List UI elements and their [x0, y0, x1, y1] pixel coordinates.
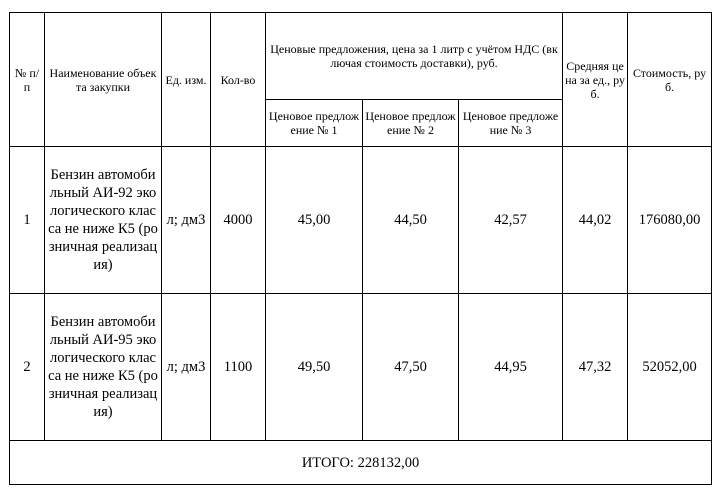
total-row	[10, 441, 712, 485]
row-offer-2: 44,50	[363, 147, 459, 294]
header-offers-group: Ценовые предложения, цена за 1 литр с учётом НДС (включая стоимость доставки), руб.	[266, 13, 563, 100]
row-name: Бензин автомобильный АИ-92 экологического класса не ниже К5 (розничная реализация)	[45, 147, 162, 294]
table-row	[10, 294, 712, 441]
row-qty: 4000	[211, 147, 266, 294]
row-unit: л; дм3	[162, 147, 211, 294]
row-qty: 1100	[211, 294, 266, 441]
header-unit: Ед. изм.	[162, 13, 211, 147]
header-offer-2: Ценовое предложение № 2	[363, 100, 459, 147]
price-offers-table	[9, 12, 712, 485]
header-row-1	[10, 13, 712, 100]
header-qty: Кол-во	[211, 13, 266, 147]
table-row	[10, 147, 712, 294]
row-offer-2: 47,50	[363, 294, 459, 441]
row-num: 2	[10, 294, 45, 441]
header-avg-price: Средняя цена за ед., руб.	[563, 13, 628, 147]
row-cost: 176080,00	[628, 147, 712, 294]
header-cost: Стоимость, руб.	[628, 13, 712, 147]
row-unit: л; дм3	[162, 294, 211, 441]
row-offer-1: 45,00	[266, 147, 363, 294]
header-name: Наименование объекта закупки	[45, 13, 162, 147]
header-offer-3: Ценовое предложение № 3	[459, 100, 563, 147]
header-num: № п/п	[10, 13, 45, 147]
row-num: 1	[10, 147, 45, 294]
row-offer-3: 42,57	[459, 147, 563, 294]
row-offer-1: 49,50	[266, 294, 363, 441]
header-offer-1: Ценовое предложение № 1	[266, 100, 363, 147]
row-cost: 52052,00	[628, 294, 712, 441]
total-value: ИТОГО: 228132,00	[10, 441, 712, 485]
row-avg-price: 47,32	[563, 294, 628, 441]
row-offer-3: 44,95	[459, 294, 563, 441]
row-avg-price: 44,02	[563, 147, 628, 294]
row-name: Бензин автомобильный АИ-95 экологического класса не ниже К5 (розничная реализация)	[45, 294, 162, 441]
